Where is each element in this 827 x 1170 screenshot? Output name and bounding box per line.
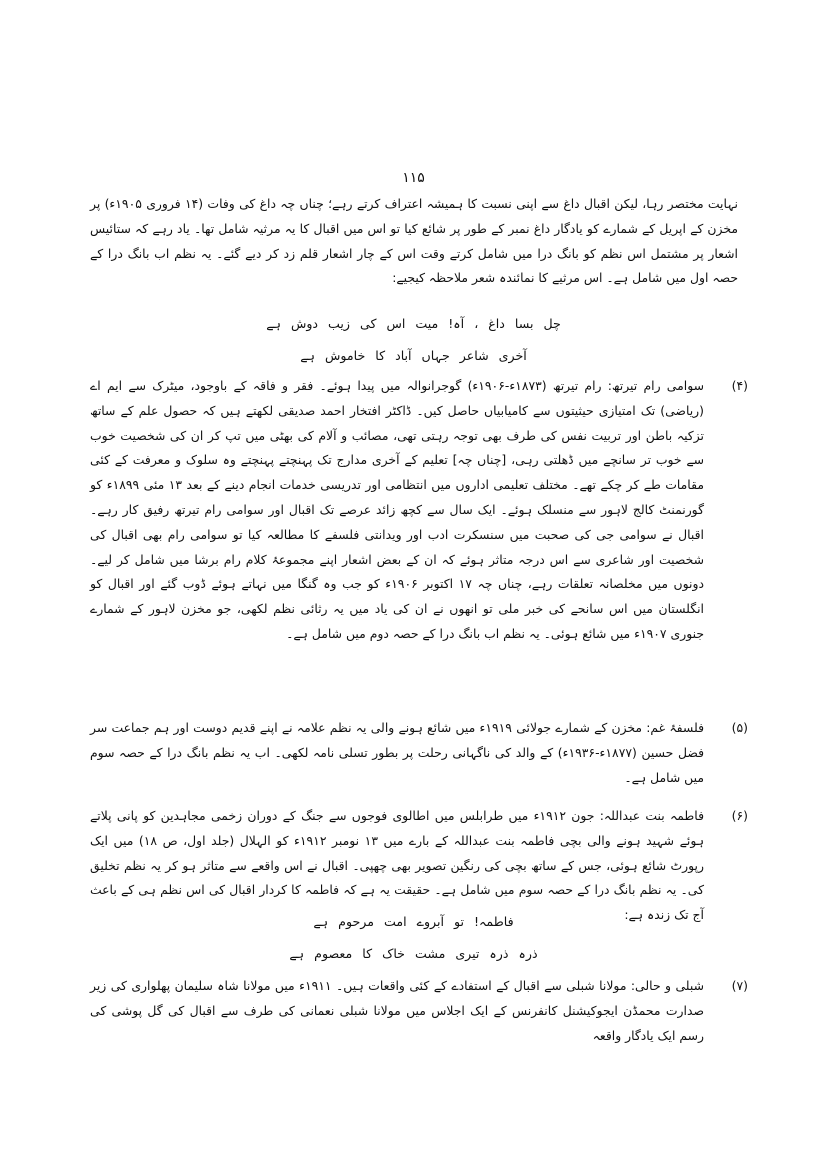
- item-number: (۶): [731, 808, 748, 823]
- item-number: (۴): [731, 378, 748, 393]
- item-number: (۷): [731, 978, 748, 993]
- item-number: (۵): [731, 720, 748, 735]
- item-text: شبلی و حالی: مولانا شبلی سے اقبال کے استفادے کے کئی واقعات ہیں۔ ۱۹۱۱ء میں مولانا شاہ سلیمان پھلواری کی زیر صدارت محمڈن ایجوکیشنل کانفرنس کے ایک اجلاس میں مولانا شبلی نعمانی کی طرف سے اقبال کی گل پوشی کی رسم ایک یادگار واقعہ: [90, 978, 704, 1043]
- list-item: [90, 974, 748, 1048]
- list-item: [90, 716, 748, 790]
- item-text: سوامی رام تیرتھ: رام تیرتھ (۱۸۷۳ء-۱۹۰۶ء) گوجرانوالہ میں پیدا ہوئے۔ فقر و فاقہ کے باوجود، میٹرک سے ایم اے (ریاضی) تک امتیازی حیثیتوں سے کامیابیاں حاصل کیں۔ ڈاکٹر افتخار احمد صدیقی لکھتے ہیں کہ حصول علم کے ساتھ تزکیہ باطن اور تربیت نفس کی طرف بھی توجہ رہتی تھی، مصائب و آلام کی بھٹی میں تپ کر ان کی شخصیت خوب سے خوب تر سانچے میں ڈھلتی رہی، [چناں چہ] تعلیم کے آخری مدارج تک پہنچتے پہنچتے وہ سلوک و معرفت کے کئی مقامات طے کر چکے تھے۔ مختلف تعلیمی اداروں میں انتظامی اور تدریسی خدمات انجام دینے کے بعد ۱۳ مئی ۱۸۹۹ء کو گورنمنٹ کالج لاہور سے منسلک ہوئے۔ ایک سال سے کچھ زائد عرصے تک اقبال اور سوامی رام تیرتھ رفیق کار رہے۔ اقبال نے سوامی جی کی صحبت میں سنسکرت ادب اور ویدانتی فلسفے کا مطالعہ کیا تو سوامی رام بھی اقبال کی شخصیت اور شاعری سے اس درجہ متاثر ہوئے کہ ان کے بعض اشعار اپنے مجموعۂ کلام رام برشا میں شامل کر لیے۔ دونوں میں مخلصانہ تعلقات رہے، چناں چہ ۱۷ اکتوبر ۱۹۰۶ء کو جب وہ گنگا میں نہاتے ہوئے ڈوب گئے اور اقبال کو انگلستان میں اس سانحے کی خبر ملی تو انھوں نے ان کی یاد میں یہ رثائی نظم لکھی، جو مخزن لاہور کے شمارے جنوری ۱۹۰۷ء میں شائع ہوئی۔ یہ نظم اب بانگ درا کے حصہ دوم میں شامل ہے۔: [90, 378, 704, 641]
- intro-paragraph: [90, 192, 738, 291]
- list-item: [90, 374, 748, 647]
- page-number: ۱۱۵: [402, 170, 425, 186]
- list-item: [90, 804, 748, 928]
- verse-line: فاطمہ! تو آبروے امت مرحوم ہے: [313, 914, 514, 929]
- verse-line: چل بسا داغ ، آہ! میت اس کی زیب دوش ہے: [266, 316, 561, 331]
- verse-line: آخری شاعر جہاں آباد کا خاموش ہے: [300, 348, 527, 363]
- verse-line: ذرہ ذرہ تیری مشت خاک کا معصوم ہے: [289, 946, 538, 961]
- item-text: فاطمہ بنت عبداللہ: جون ۱۹۱۲ء میں طرابلس میں اطالوی فوجوں سے جنگ کے دوران زخمی مجاہدین کو پانی پلاتے ہوئے شہید ہونے والی بچی فاطمہ بنت عبداللہ کے بارے میں ۱۳ نومبر ۱۹۱۲ء کو الہلال (جلد اول، ص ۱۸) میں ایک رپورٹ شائع ہوئی، جس کے ساتھ بچی کی رنگین تصویر بھی چھپی۔ اقبال نے اس واقعے سے متاثر ہو کر یہ نظم تخلیق کی۔ یہ نظم بانگ درا کے حصہ سوم میں شامل ہے۔ حقیقت یہ ہے کہ فاطمہ کا کردار اقبال کی اس نظم ہی کے باعث آج تک زندہ ہے:: [90, 808, 704, 923]
- item-text: فلسفۂ غم: مخزن کے شمارے جولائی ۱۹۱۹ء میں شائع ہونے والی یہ نظم علامہ نے اپنے قدیم دوست اور ہم جماعت سر فضل حسین (۱۸۷۷ء-۱۹۳۶ء) کے والد کی ناگہانی رحلت پر بطور تسلی نامہ لکھی۔ اب یہ نظم بانگ درا کے حصہ سوم میں شامل ہے۔: [90, 720, 705, 785]
- intro-text: نہایت مختصر رہا، لیکن اقبال داغ سے اپنی نسبت کا ہمیشہ اعتراف کرتے رہے؛ چناں چہ داغ کی وفات (۱۴ فروری ۱۹۰۵ء) پر مخزن کے اپریل کے شمارے کو یادگار داغ نمبر کے طور پر شائع کیا تو اس میں اقبال کا یہ مرثیہ شامل تھا۔ یاد رہے کہ ستائیس اشعار پر مشتمل اس نظم کو بانگ درا میں شامل کرتے وقت اس کے چار اشعار قلم زد کر دیے گئے۔ یہ نظم اب بانگ درا کے حصہ اول میں شامل ہے۔ اس مرثیے کا نمائندہ شعر ملاحظہ کیجیے:: [90, 196, 738, 286]
